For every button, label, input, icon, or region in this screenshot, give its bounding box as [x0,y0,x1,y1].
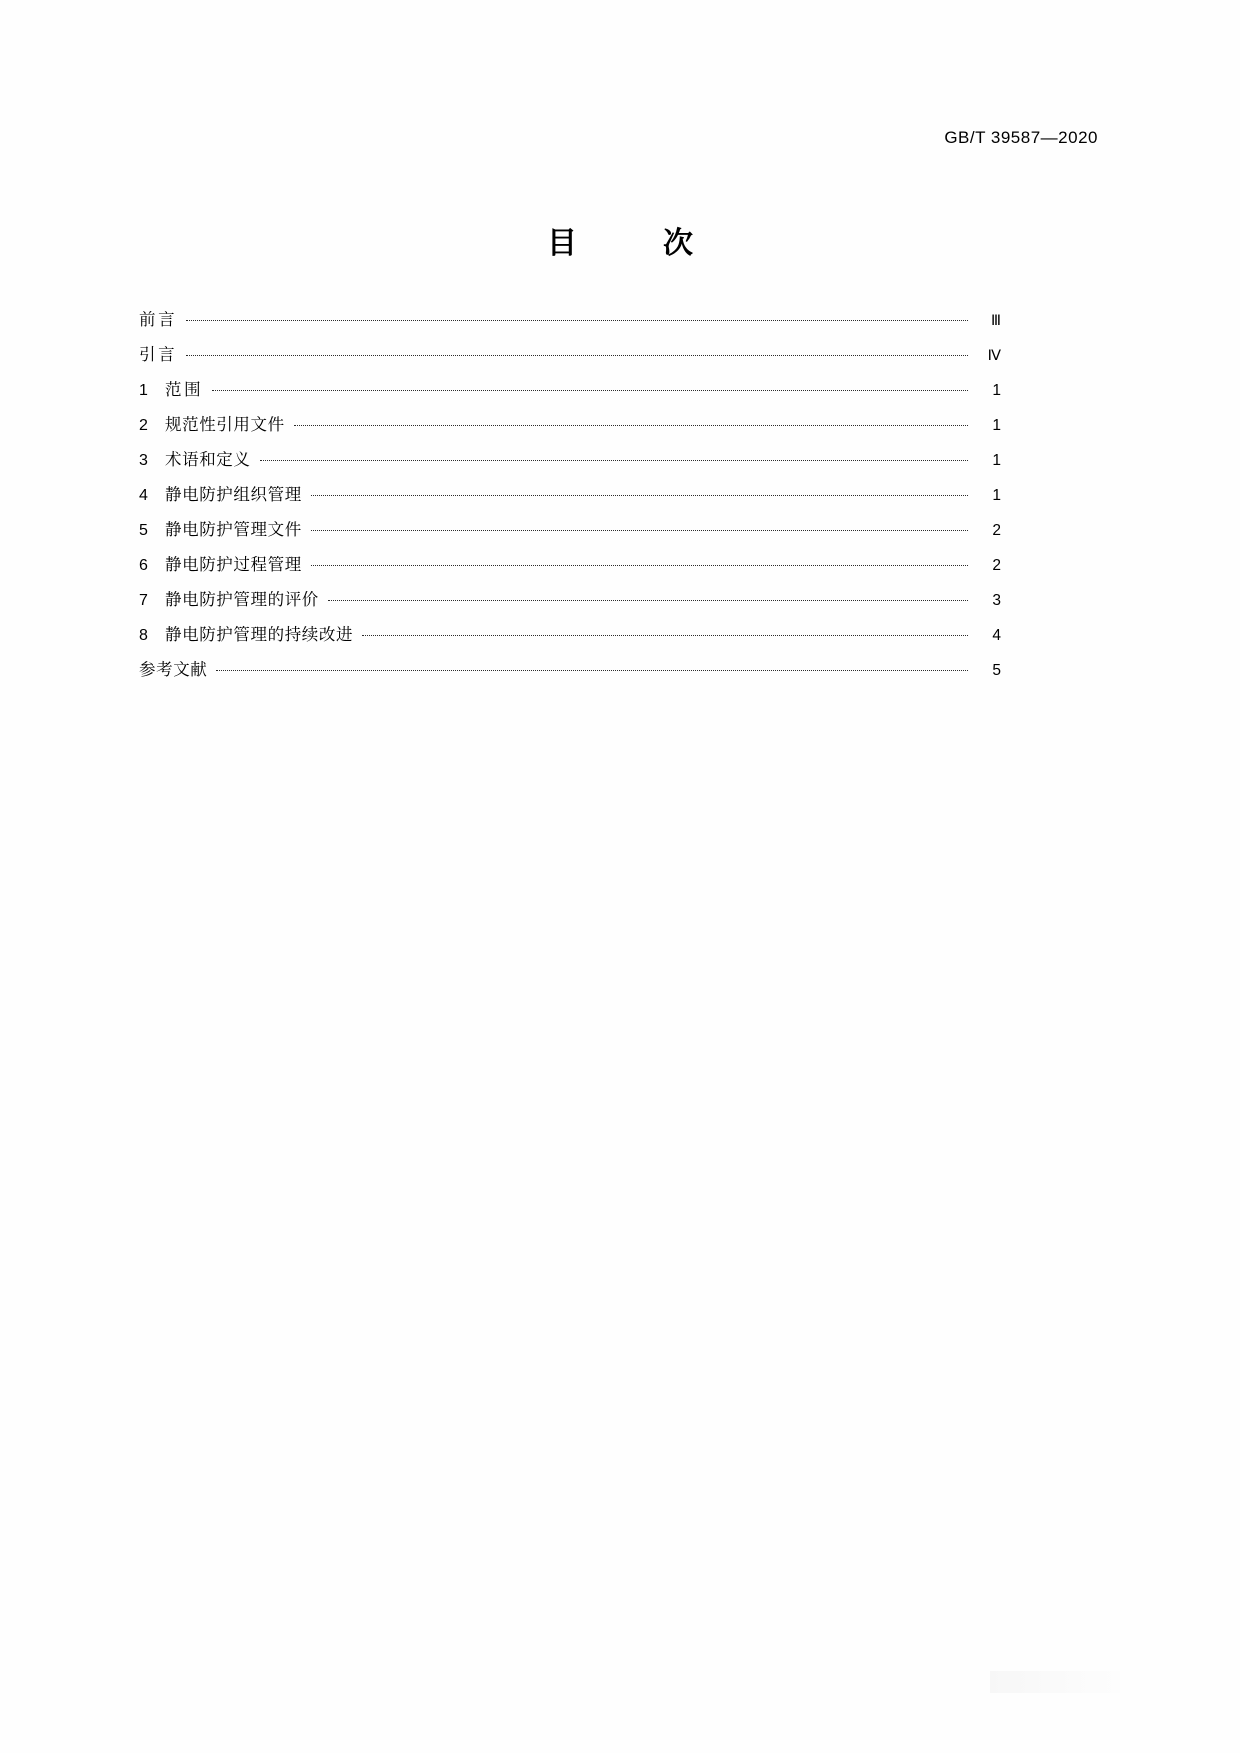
toc-entry-page: 3 [992,592,1001,609]
toc-entry[interactable] [139,452,1001,487]
scan-artifact [990,1671,1120,1693]
toc-entry-label: 前言 [139,310,178,329]
toc-entry[interactable] [139,487,1001,522]
toc-entry-page: 1 [992,487,1001,504]
toc-entry[interactable] [139,662,1001,697]
toc-entry-number: 4 [139,487,148,504]
toc-entry-label: 静电防护过程管理 [165,555,302,574]
toc-entry-page: 2 [992,557,1001,574]
toc-entry-label: 静电防护管理的持续改进 [165,625,354,644]
toc-entry-label: 静电防护组织管理 [165,485,302,504]
toc-entry-label: 静电防护管理的评价 [165,590,319,609]
toc-entry[interactable] [139,312,1001,347]
toc-entry[interactable] [139,592,1001,627]
page-title: 目 次 [547,226,721,261]
toc-entry-page: Ⅳ [987,348,1001,364]
toc-entry-number: 5 [139,522,148,539]
toc-entry-page: Ⅲ [991,313,1001,329]
toc-leader-dots [186,320,968,321]
toc-leader-dots [311,495,968,496]
toc-entry-page: 2 [992,522,1001,539]
toc-entry[interactable] [139,382,1001,417]
toc-entry-page: 4 [992,627,1001,644]
toc-entry-number: 8 [139,627,148,644]
toc-entry-number: 1 [139,382,148,399]
toc-entry-number: 6 [139,557,148,574]
standard-number: GB/T 39587—2020 [944,128,1098,147]
toc-leader-dots [186,355,968,356]
toc-entry-page: 5 [992,662,1001,679]
toc-entry-label: 规范性引用文件 [165,415,285,434]
toc-entry-number: 3 [139,452,148,469]
table-of-contents [139,312,1001,697]
toc-leader-dots [362,635,968,636]
toc-entry[interactable] [139,557,1001,592]
toc-leader-dots [311,530,968,531]
toc-leader-dots [328,600,968,601]
toc-entry[interactable] [139,522,1001,557]
toc-leader-dots [216,670,968,671]
toc-leader-dots [294,425,968,426]
toc-entry-page: 1 [992,417,1001,434]
toc-entry[interactable] [139,627,1001,662]
toc-entry-label: 静电防护管理文件 [165,520,302,539]
toc-entry-page: 1 [992,382,1001,399]
toc-entry-page: 1 [992,452,1001,469]
toc-entry-number: 7 [139,592,148,609]
toc-entry-label: 参考文献 [139,660,208,679]
toc-entry-number: 2 [139,417,148,434]
toc-entry-label: 术语和定义 [165,450,251,469]
toc-entry[interactable] [139,347,1001,382]
toc-leader-dots [260,460,969,461]
toc-leader-dots [212,390,968,391]
toc-entry[interactable] [139,417,1001,452]
toc-entry-label: 引言 [139,345,178,364]
toc-entry-label: 范围 [165,380,204,399]
toc-leader-dots [311,565,968,566]
